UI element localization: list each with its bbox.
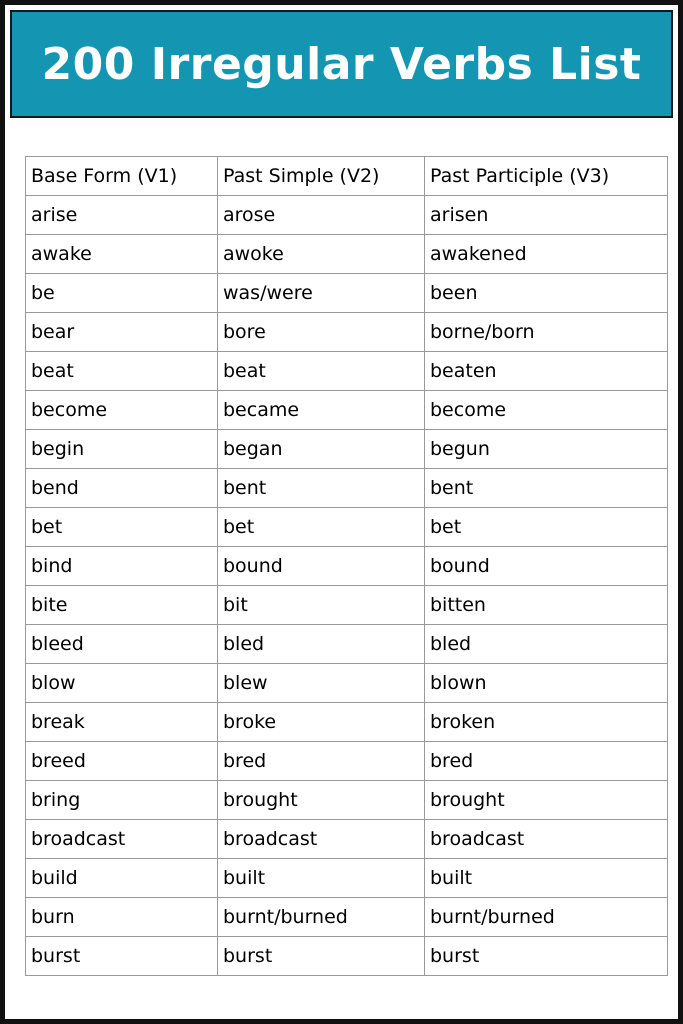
cell-past-participle: broadcast: [425, 820, 668, 859]
cell-base-form: begin: [26, 430, 218, 469]
table-row: [26, 547, 668, 586]
cell-base-form: burst: [26, 937, 218, 976]
cell-past-participle: bred: [425, 742, 668, 781]
table-row: [26, 742, 668, 781]
cell-past-participle: been: [425, 274, 668, 313]
cell-past-simple: beat: [218, 352, 425, 391]
cell-past-simple: burst: [218, 937, 425, 976]
table-row: [26, 430, 668, 469]
cell-base-form: bring: [26, 781, 218, 820]
cell-past-simple: bled: [218, 625, 425, 664]
cell-past-participle: awakened: [425, 235, 668, 274]
cell-past-participle: begun: [425, 430, 668, 469]
table-row: [26, 937, 668, 976]
header-base-form: Base Form (V1): [26, 157, 218, 196]
table-row: [26, 196, 668, 235]
table-row: [26, 352, 668, 391]
cell-base-form: broadcast: [26, 820, 218, 859]
cell-base-form: blow: [26, 664, 218, 703]
cell-base-form: build: [26, 859, 218, 898]
cell-base-form: bet: [26, 508, 218, 547]
cell-past-simple: bit: [218, 586, 425, 625]
table-header-row: [26, 157, 668, 196]
cell-past-simple: broadcast: [218, 820, 425, 859]
header-past-simple: Past Simple (V2): [218, 157, 425, 196]
cell-past-simple: broke: [218, 703, 425, 742]
title-banner: [10, 10, 673, 118]
cell-past-simple: was/were: [218, 274, 425, 313]
table-row: [26, 820, 668, 859]
cell-past-participle: broken: [425, 703, 668, 742]
table-row: [26, 703, 668, 742]
cell-past-simple: burnt/burned: [218, 898, 425, 937]
verbs-table: [25, 156, 668, 976]
cell-past-simple: bore: [218, 313, 425, 352]
cell-past-simple: bet: [218, 508, 425, 547]
cell-past-participle: burnt/burned: [425, 898, 668, 937]
cell-past-participle: bound: [425, 547, 668, 586]
table-row: [26, 508, 668, 547]
cell-past-participle: become: [425, 391, 668, 430]
cell-past-participle: bled: [425, 625, 668, 664]
cell-base-form: bear: [26, 313, 218, 352]
cell-base-form: break: [26, 703, 218, 742]
cell-base-form: bind: [26, 547, 218, 586]
table-row: [26, 625, 668, 664]
cell-past-simple: blew: [218, 664, 425, 703]
cell-past-simple: built: [218, 859, 425, 898]
cell-past-participle: brought: [425, 781, 668, 820]
cell-past-participle: arisen: [425, 196, 668, 235]
cell-past-participle: blown: [425, 664, 668, 703]
cell-base-form: burn: [26, 898, 218, 937]
cell-past-participle: built: [425, 859, 668, 898]
table-row: [26, 274, 668, 313]
cell-base-form: awake: [26, 235, 218, 274]
table-row: [26, 664, 668, 703]
cell-base-form: bend: [26, 469, 218, 508]
cell-past-participle: bitten: [425, 586, 668, 625]
cell-past-participle: borne/born: [425, 313, 668, 352]
cell-base-form: bleed: [26, 625, 218, 664]
cell-base-form: breed: [26, 742, 218, 781]
header-past-participle: Past Participle (V3): [425, 157, 668, 196]
cell-past-simple: awoke: [218, 235, 425, 274]
table-row: [26, 781, 668, 820]
cell-past-simple: bred: [218, 742, 425, 781]
cell-past-participle: burst: [425, 937, 668, 976]
cell-past-simple: brought: [218, 781, 425, 820]
page-title: 200 Irregular Verbs List: [41, 38, 642, 90]
cell-base-form: become: [26, 391, 218, 430]
table-row: [26, 469, 668, 508]
table-row: [26, 235, 668, 274]
cell-past-participle: bent: [425, 469, 668, 508]
table-row: [26, 586, 668, 625]
cell-past-simple: arose: [218, 196, 425, 235]
cell-past-simple: bound: [218, 547, 425, 586]
table-body: [26, 196, 668, 976]
cell-past-simple: bent: [218, 469, 425, 508]
cell-base-form: arise: [26, 196, 218, 235]
table-row: [26, 859, 668, 898]
cell-past-simple: began: [218, 430, 425, 469]
cell-past-simple: became: [218, 391, 425, 430]
cell-base-form: beat: [26, 352, 218, 391]
cell-past-participle: beaten: [425, 352, 668, 391]
table-row: [26, 391, 668, 430]
cell-past-participle: bet: [425, 508, 668, 547]
table-row: [26, 898, 668, 937]
table-row: [26, 313, 668, 352]
cell-base-form: bite: [26, 586, 218, 625]
cell-base-form: be: [26, 274, 218, 313]
